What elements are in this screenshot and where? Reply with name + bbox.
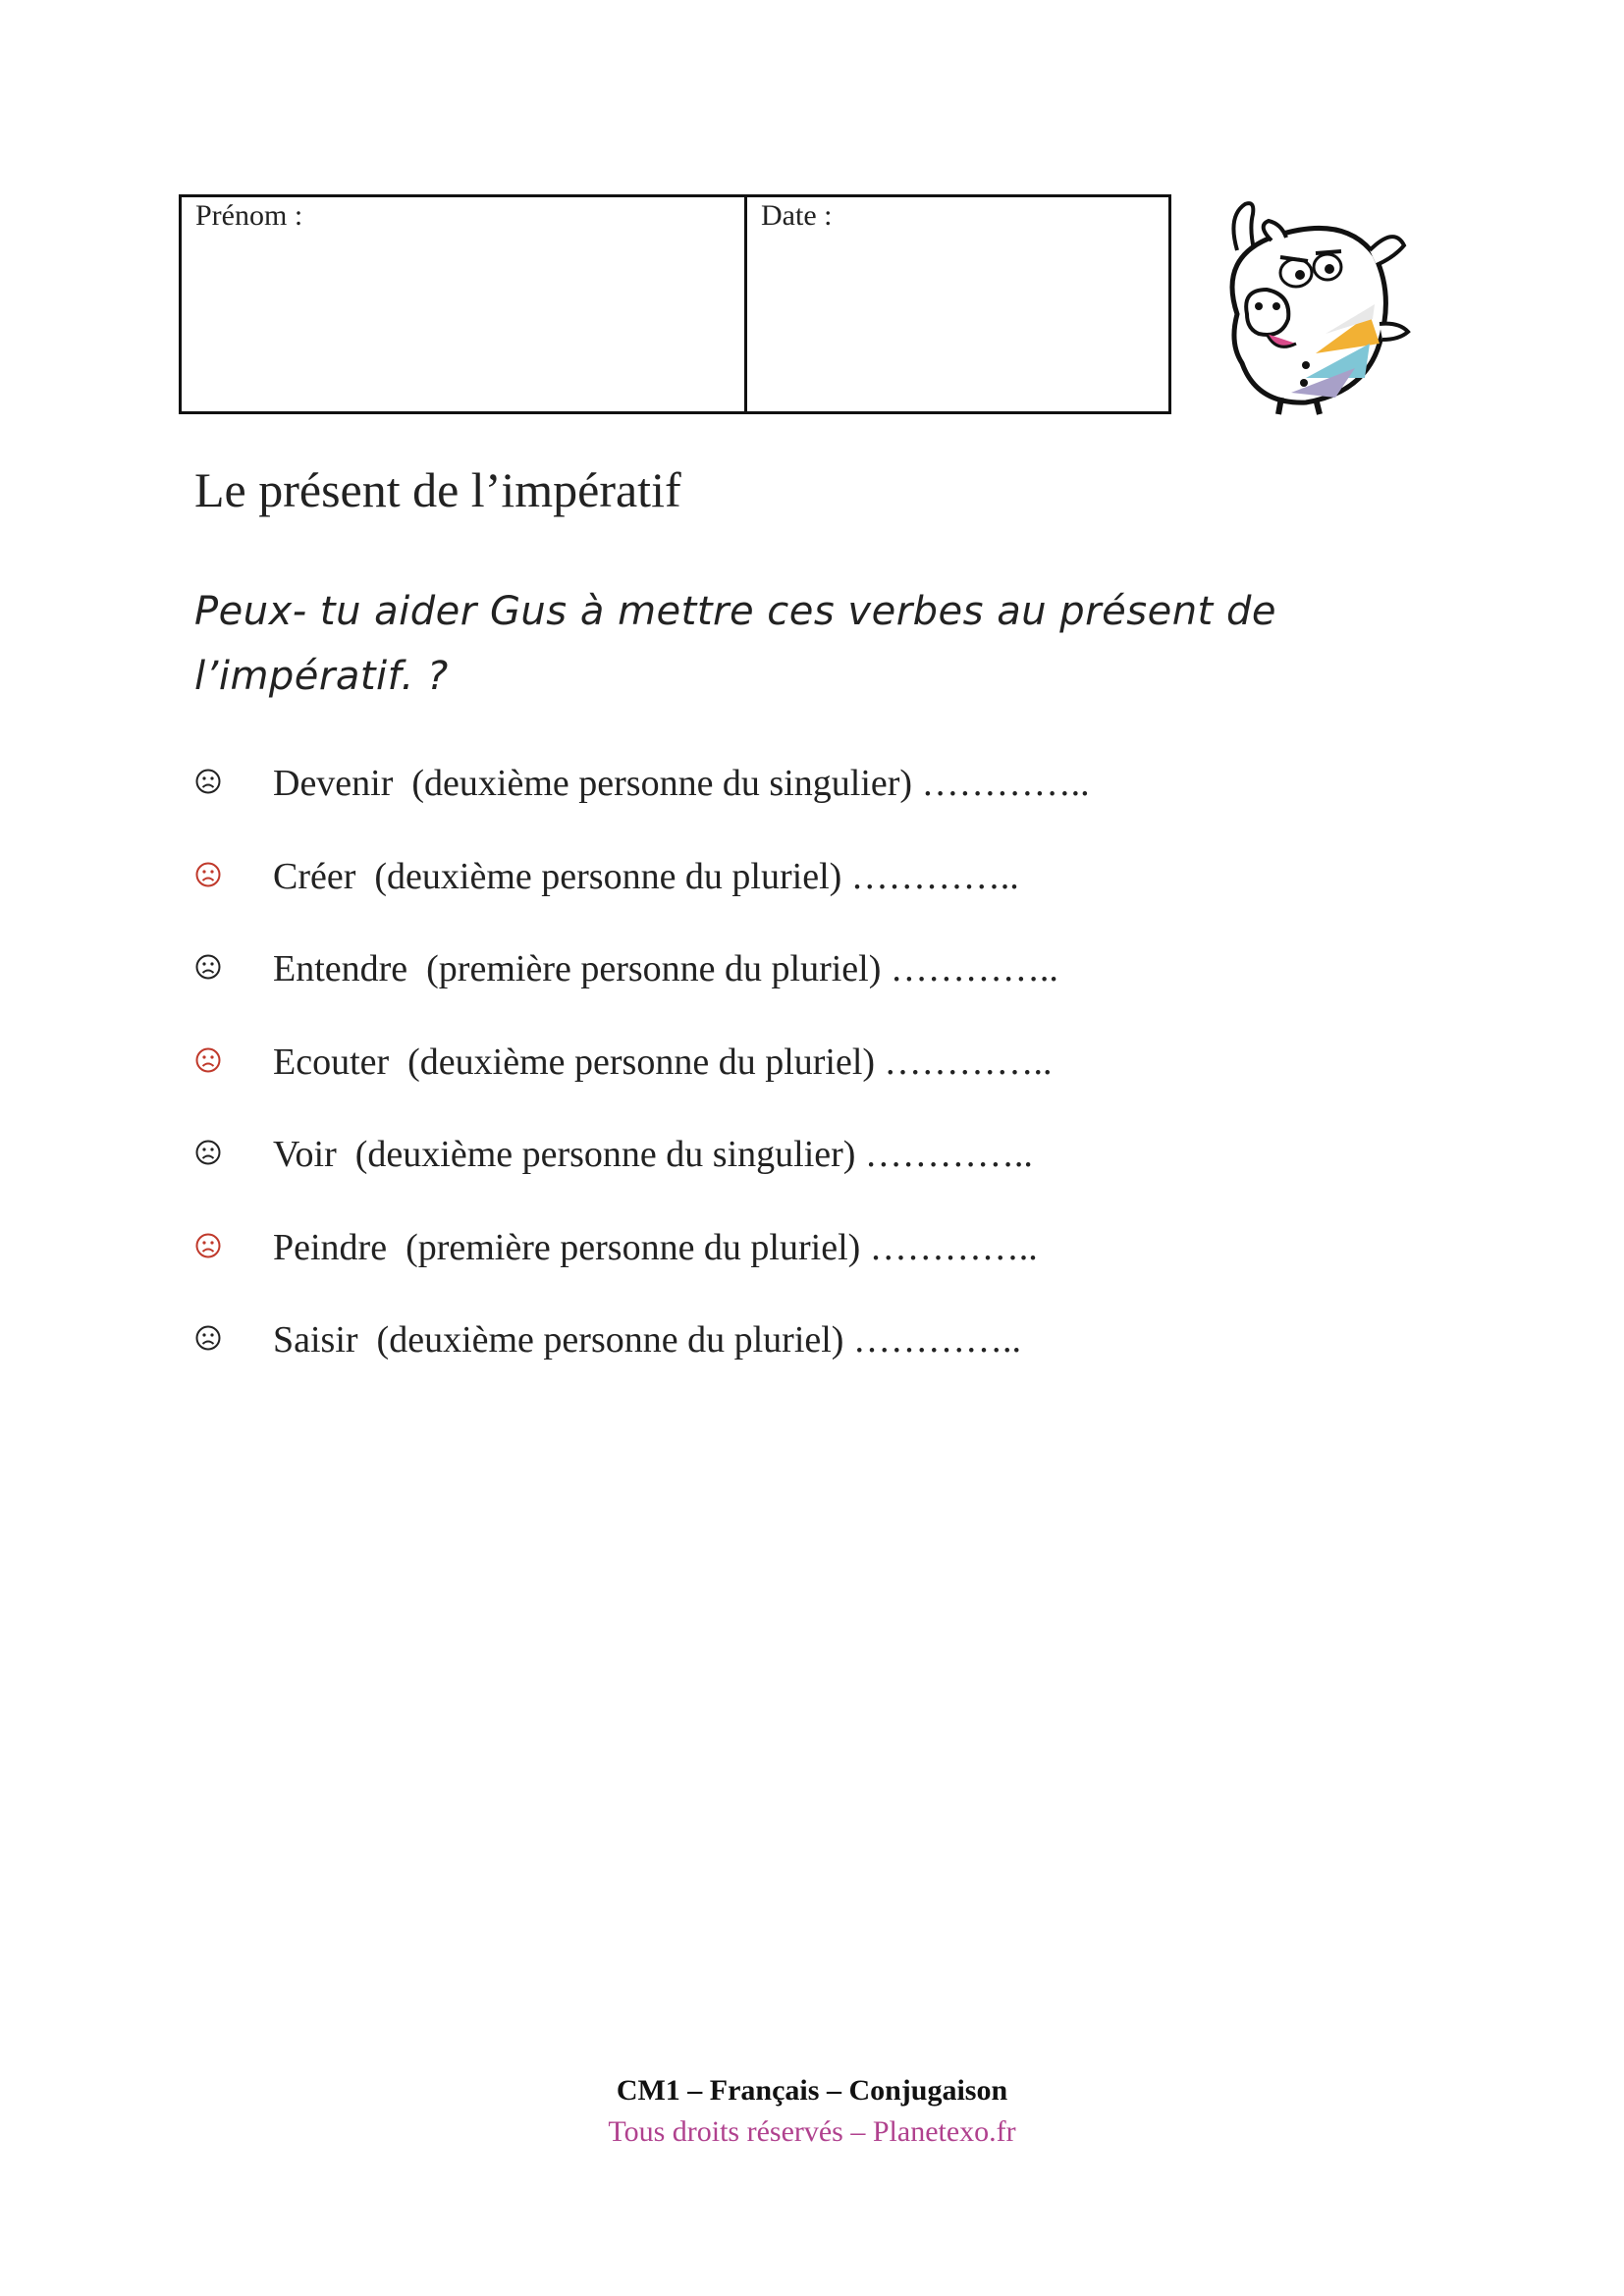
exercise-text: Voir (deuxième personne du singulier) …………..	[273, 1134, 1033, 1175]
sad-face-icon	[194, 1226, 273, 1265]
exercise-list	[194, 762, 1090, 1412]
exercise-item	[194, 1041, 1090, 1134]
sad-face-icon	[194, 855, 273, 894]
exercise-item	[194, 947, 1090, 1041]
name-label: Prénom :	[195, 199, 303, 232]
sad-face-icon	[194, 947, 273, 987]
exercise-item	[194, 762, 1090, 855]
exercise-text: Peindre (première personne du pluriel) …………..	[273, 1226, 1038, 1268]
exercise-item	[194, 855, 1090, 948]
exercise-item	[194, 1226, 1090, 1319]
sheep-mascot-icon	[1198, 196, 1416, 416]
sad-face-icon	[194, 1133, 273, 1172]
page-title: Le présent de l’impératif	[194, 462, 681, 517]
instruction-text: Peux- tu aider Gus à mettre ces verbes au présent de l’impératif. ?	[194, 589, 1276, 699]
exercise-text: Entendre (première personne du pluriel) …………..	[273, 948, 1058, 989]
exercise-item	[194, 1318, 1090, 1412]
footer-copyright: Tous droits réservés – Planetexo.fr	[608, 2115, 1016, 2148]
student-info-table	[179, 194, 1171, 414]
exercise-text: Créer (deuxième personne du pluriel) …………..	[273, 855, 1019, 897]
sad-face-icon	[194, 1041, 273, 1080]
sad-face-icon	[194, 1318, 273, 1358]
exercise-text: Saisir (deuxième personne du pluriel) …………..	[273, 1319, 1021, 1361]
exercise-text: Ecouter (deuxième personne du pluriel) …………..	[273, 1041, 1053, 1083]
exercise-item	[194, 1133, 1090, 1226]
date-cell[interactable]	[747, 197, 1168, 411]
exercise-text: Devenir (deuxième personne du singulier) …………..	[273, 763, 1090, 804]
sad-face-icon	[194, 762, 273, 801]
date-label: Date :	[761, 199, 833, 232]
footer-course: CM1 – Français – Conjugaison	[616, 2074, 1008, 2107]
name-cell[interactable]	[182, 197, 747, 411]
